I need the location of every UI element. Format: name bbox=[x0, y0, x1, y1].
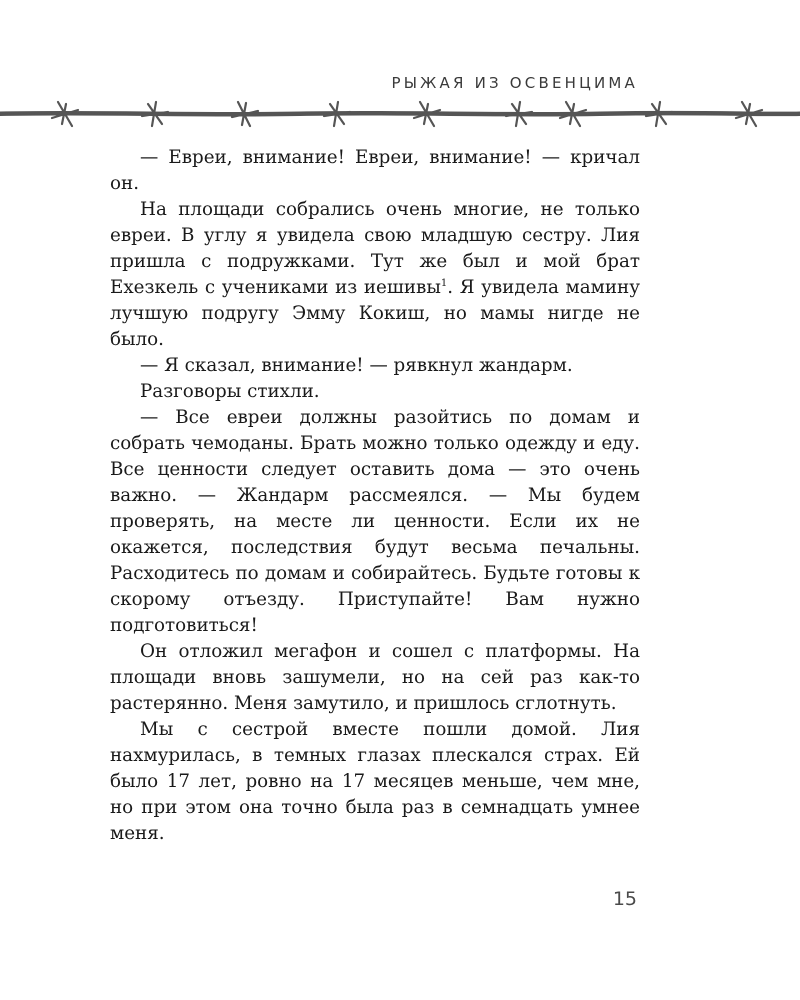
paragraph: — Евреи, внимание! Евреи, внимание! — кричал он. bbox=[110, 147, 640, 194]
paragraph bbox=[110, 197, 640, 353]
paragraph: Мы с сестрой вместе пошли домой. Лия нахмурилась, в темных глазах плескался страх. Ей было 17 лет, ровно на 17 месяцев меньше, чем мне, но при этом она точно была раз в семнадцать умнее меня. bbox=[110, 719, 640, 844]
running-title: РЫЖАЯ ИЗ ОСВЕНЦИМА bbox=[391, 74, 638, 92]
main-text bbox=[110, 145, 640, 847]
paragraph-text: . Я увидела мамину лучшую подругу Эмму Кокиш, но мамы нигде не было. bbox=[110, 277, 640, 350]
footnote-marker[interactable]: 1 bbox=[440, 277, 448, 289]
paragraph: — Я сказал, внимание! — рявкнул жандарм. bbox=[140, 355, 573, 376]
paragraph: — Все евреи должны разойтись по домам и собрать чемоданы. Брать можно только одежду и еду. Все ценности следует оставить дома — это очень важно. — Жандарм рассмеялся. — Мы будем проверять, на месте ли ценности. Если их не окажется, последствия будут весьма печальны. Расходитесь по домам и собирайтесь. Будьте готовы к скорому отъезду. Приступайте! Вам нужно подготовиться! bbox=[110, 407, 640, 636]
paragraph-text: На площади собрались очень многие, не только евреи. В углу я увидела свою младшую сестру. Лия пришла с подружками. Тут же был и мой брат Ехезкель с учениками из иешивы bbox=[110, 199, 640, 298]
paragraph: Он отложил мегафон и сошел с платформы. На площади вновь зашумели, но на сей раз как-то растерянно. Меня замутило, и пришлось сглотнуть. bbox=[110, 641, 640, 714]
barbed-wire-icon bbox=[0, 96, 800, 136]
paragraph: Разговоры стихли. bbox=[140, 381, 320, 402]
page-number: 15 bbox=[612, 888, 637, 910]
